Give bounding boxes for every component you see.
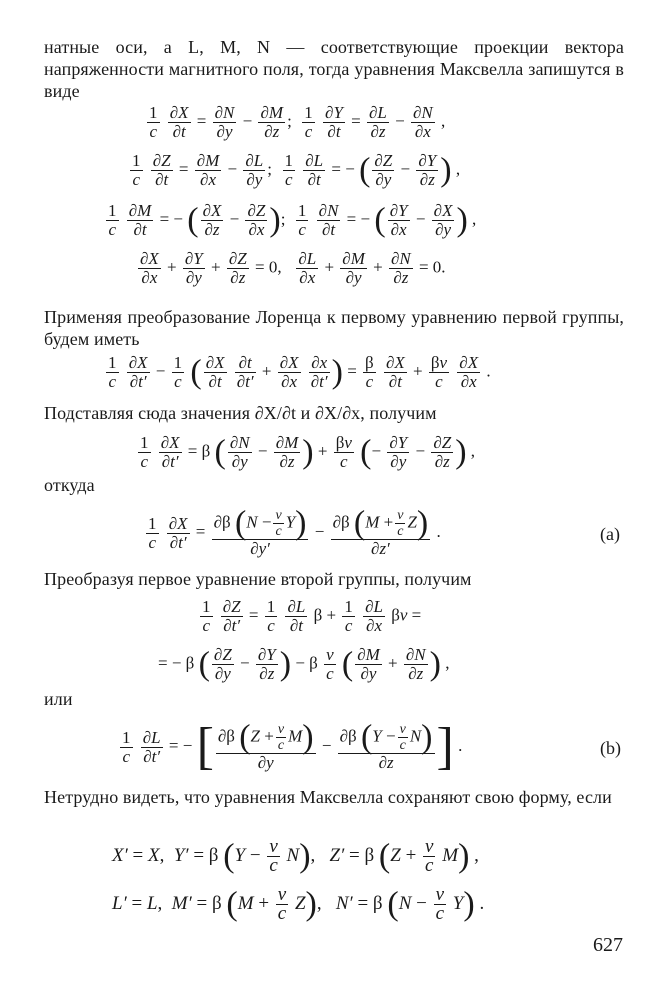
paragraph-intro: натные оси, а L, M, N — соответствующие проекции вектора напряженности магнитного поля, тогда уравнения Максвелла запишутся в виде xyxy=(44,37,624,101)
paragraph-conclusion: Нетрудно видеть, что уравнения Максвелла сохраняют свою форму, если xyxy=(44,787,612,807)
paragraph-whence: откуда xyxy=(44,475,95,495)
paragraph-lorentz: Применяя преобразование Лоренца к первому уравнению первой группы, будем иметь xyxy=(44,307,624,349)
equation-a: $\frac{1}{c}$ $\frac{\partial X}{\partial t'}$ = ∂β (N − $\frac{v}{c}$ Y) ∂y′ − ∂β (M + $\frac{v}{c}$ Z) ∂z′ . xyxy=(148,504,441,558)
equation-1: $\frac{1}{c}$ $\frac{\partial X}{\partial t}$ = $\frac{\partial N}{\partial y}$ − $\frac{\partial M}{\partial z}$ ; $\frac{1}{c}$ $\frac{\partial Y}{\partial t}$ = $\frac{\partial L}{\partial z}$ − $\frac{\partial N}{\partial x}$ , xyxy=(149,103,446,141)
equation-3: $\frac{1}{c}$ $\frac{\partial M}{\partial t}$ = − ( $\frac{\partial X}{\partial z}$ − $\frac{\partial Z}{\partial x}$ ); $\frac{1}{c}$ $\frac{\partial N}{\partial t}$ = − ( $\frac{\partial Y}{\partial x}$ − $\frac{\partial X}{\partial y}$ ) , xyxy=(108,201,477,239)
paragraph-or: или xyxy=(44,689,73,709)
equation-label-a: (a) xyxy=(600,524,620,544)
equation-lorentz: $\frac{1}{c}$ $\frac{\partial X}{\partial t'}$ − $\frac{1}{c}$ ( $\frac{\partial X}{\partial t}$ $\frac{\partial t}{\partial t'}$ + $\frac{\partial X}{\partial x}$ $\frac{\partial x}{\partial t'}$ ) = $\frac{\beta}{c}$ $\frac{\partial X}{\partial t}$ + $\frac{\beta v}{c}$ $\frac{\partial X}{\partial x}$ . xyxy=(108,353,491,391)
paragraph-substitute: Подставляя сюда значения ∂X/∂t и ∂X/∂x, получим xyxy=(44,403,437,423)
equation-substituted: $\frac{1}{c}$ $\frac{\partial X}{\partial t'}$ = β ( $\frac{\partial N}{\partial y}$ − $\frac{\partial M}{\partial z}$ ) + $\frac{\beta v}{c}$ (− $\frac{\partial Y}{\partial y}$ − $\frac{\partial Z}{\partial z}$ ) , xyxy=(140,433,476,471)
page-number: 627 xyxy=(593,934,623,956)
equation-label-b: (b) xyxy=(600,738,621,758)
equation-second-group-1: $\frac{1}{c}$ $\frac{\partial Z}{\partial t'}$ = $\frac{1}{c}$ $\frac{\partial L}{\partial t}$ β + $\frac{1}{c}$ $\frac{\partial L}{\partial x}$ βv = xyxy=(202,597,422,635)
paragraph-second-group: Преобразуя первое уравнение второй группы, получим xyxy=(44,569,472,589)
equation-4: $\frac{\partial X}{\partial x}$ + $\frac{\partial Y}{\partial y}$ + $\frac{\partial Z}{\partial z}$ = 0, $\frac{\partial L}{\partial x}$ + $\frac{\partial M}{\partial y}$ + $\frac{\partial N}{\partial z}$ = 0. xyxy=(140,249,446,287)
equation-transform-2: L′ = L, M′ = β (M + $\frac{v}{c}$ Z), N′ = β (N − $\frac{v}{c}$ Y) . xyxy=(112,884,485,924)
equation-2: $\frac{1}{c}$ $\frac{\partial Z}{\partial t}$ = $\frac{\partial M}{\partial x}$ − $\frac{\partial L}{\partial y}$ ; $\frac{1}{c}$ $\frac{\partial L}{\partial t}$ = − ( $\frac{\partial Z}{\partial y}$ − $\frac{\partial Y}{\partial z}$ ) , xyxy=(132,151,461,189)
equation-second-group-2: = − β ( $\frac{\partial Z}{\partial y}$ − $\frac{\partial Y}{\partial z}$ ) − β $\frac{v}{c}$ ( $\frac{\partial M}{\partial y}$ + $\frac{\partial N}{\partial z}$ ) , xyxy=(158,645,450,683)
equation-transform-1: X′ = X, Y′ = β (Y − $\frac{v}{c}$ N), Z′ = β (Z + $\frac{v}{c}$ M) , xyxy=(112,836,479,876)
equation-b: $\frac{1}{c}$ $\frac{\partial L}{\partial t'}$ = − [ ∂β (Z + $\frac{v}{c}$ M) ∂y − ∂β (Y − $\frac{v}{c}$ N) ∂z ] . xyxy=(122,718,463,775)
